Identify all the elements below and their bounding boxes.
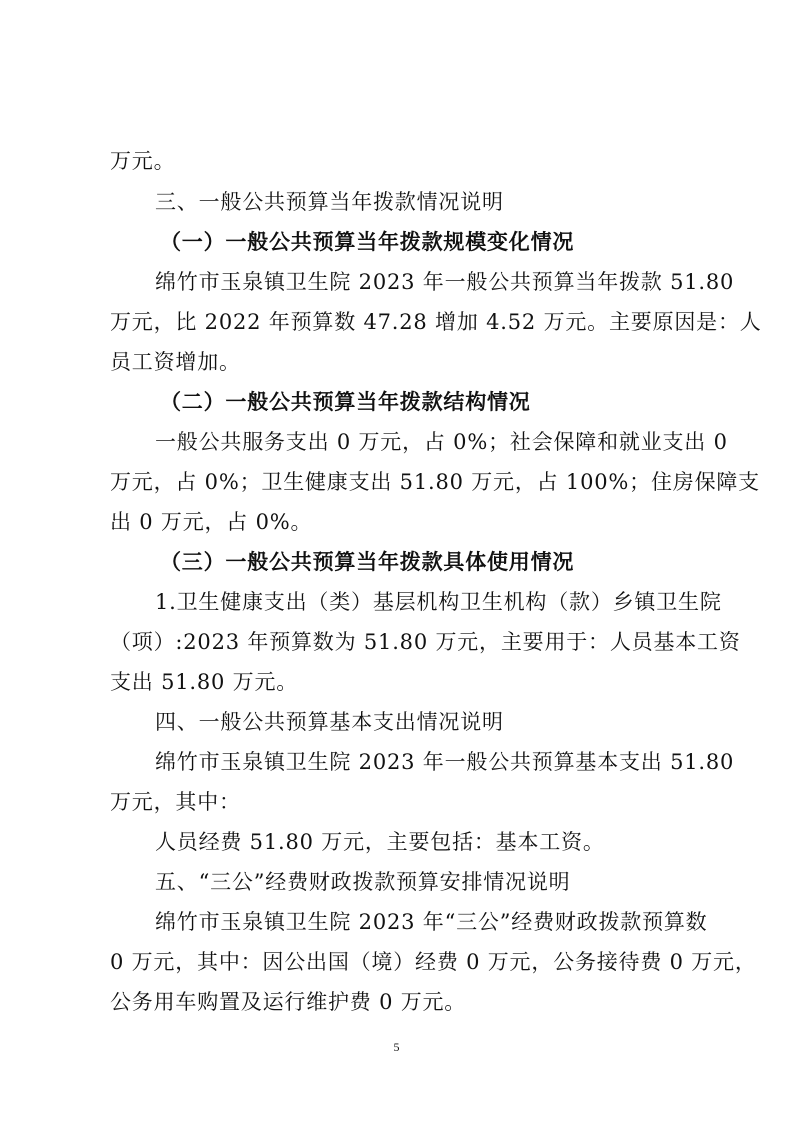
section-heading: 五、“三公”经费财政拨款预算安排情况说明 [155, 870, 571, 894]
paragraph-line: 出 0 万元，占 0%。 [110, 510, 313, 534]
subsection-heading: （一）一般公共预算当年拨款规模变化情况 [160, 230, 575, 254]
paragraph-line: 1.卫生健康支出（类）基层机构卫生机构（款）乡镇卫生院 [155, 590, 722, 614]
paragraph-line: 人员经费 51.80 万元，主要包括：基本工资。 [155, 830, 605, 854]
paragraph-line: 公务用车购置及运行维护费 0 万元。 [110, 990, 467, 1014]
paragraph-line: 绵竹市玉泉镇卫生院 2023 年“三公”经费财政拨款预算数 [155, 910, 708, 934]
subsection-heading: （二）一般公共预算当年拨款结构情况 [160, 390, 531, 414]
paragraph-line: 绵竹市玉泉镇卫生院 2023 年一般公共预算当年拨款 51.80 [155, 270, 735, 294]
text-line: 万元。 [110, 149, 176, 173]
paragraph-line: 支出 51.80 万元。 [110, 670, 299, 694]
paragraph-line: 万元，其中： [110, 790, 241, 814]
paragraph-line: 绵竹市玉泉镇卫生院 2023 年一般公共预算基本支出 51.80 [155, 750, 735, 774]
section-heading: 三、一般公共预算当年拨款情况说明 [155, 190, 504, 214]
paragraph-line: 员工资增加。 [110, 350, 241, 374]
paragraph-line: （项）:2023 年预算数为 51.80 万元，主要用于：人员基本工资 [110, 630, 741, 654]
page-number: 5 [393, 1040, 400, 1054]
paragraph-line: 万元，比 2022 年预算数 47.28 增加 4.52 万元。主要原因是：人 [110, 310, 762, 334]
paragraph-line: 0 万元，其中：因公出国（境）经费 0 万元，公务接待费 0 万元， [110, 950, 757, 974]
paragraph-line: 一般公共服务支出 0 万元，占 0%；社会保障和就业支出 0 [155, 430, 728, 454]
section-heading: 四、一般公共预算基本支出情况说明 [155, 710, 504, 734]
subsection-heading: （三）一般公共预算当年拨款具体使用情况 [160, 550, 575, 574]
paragraph-line: 万元，占 0%；卫生健康支出 51.80 万元，占 100%；住房保障支 [110, 470, 760, 494]
